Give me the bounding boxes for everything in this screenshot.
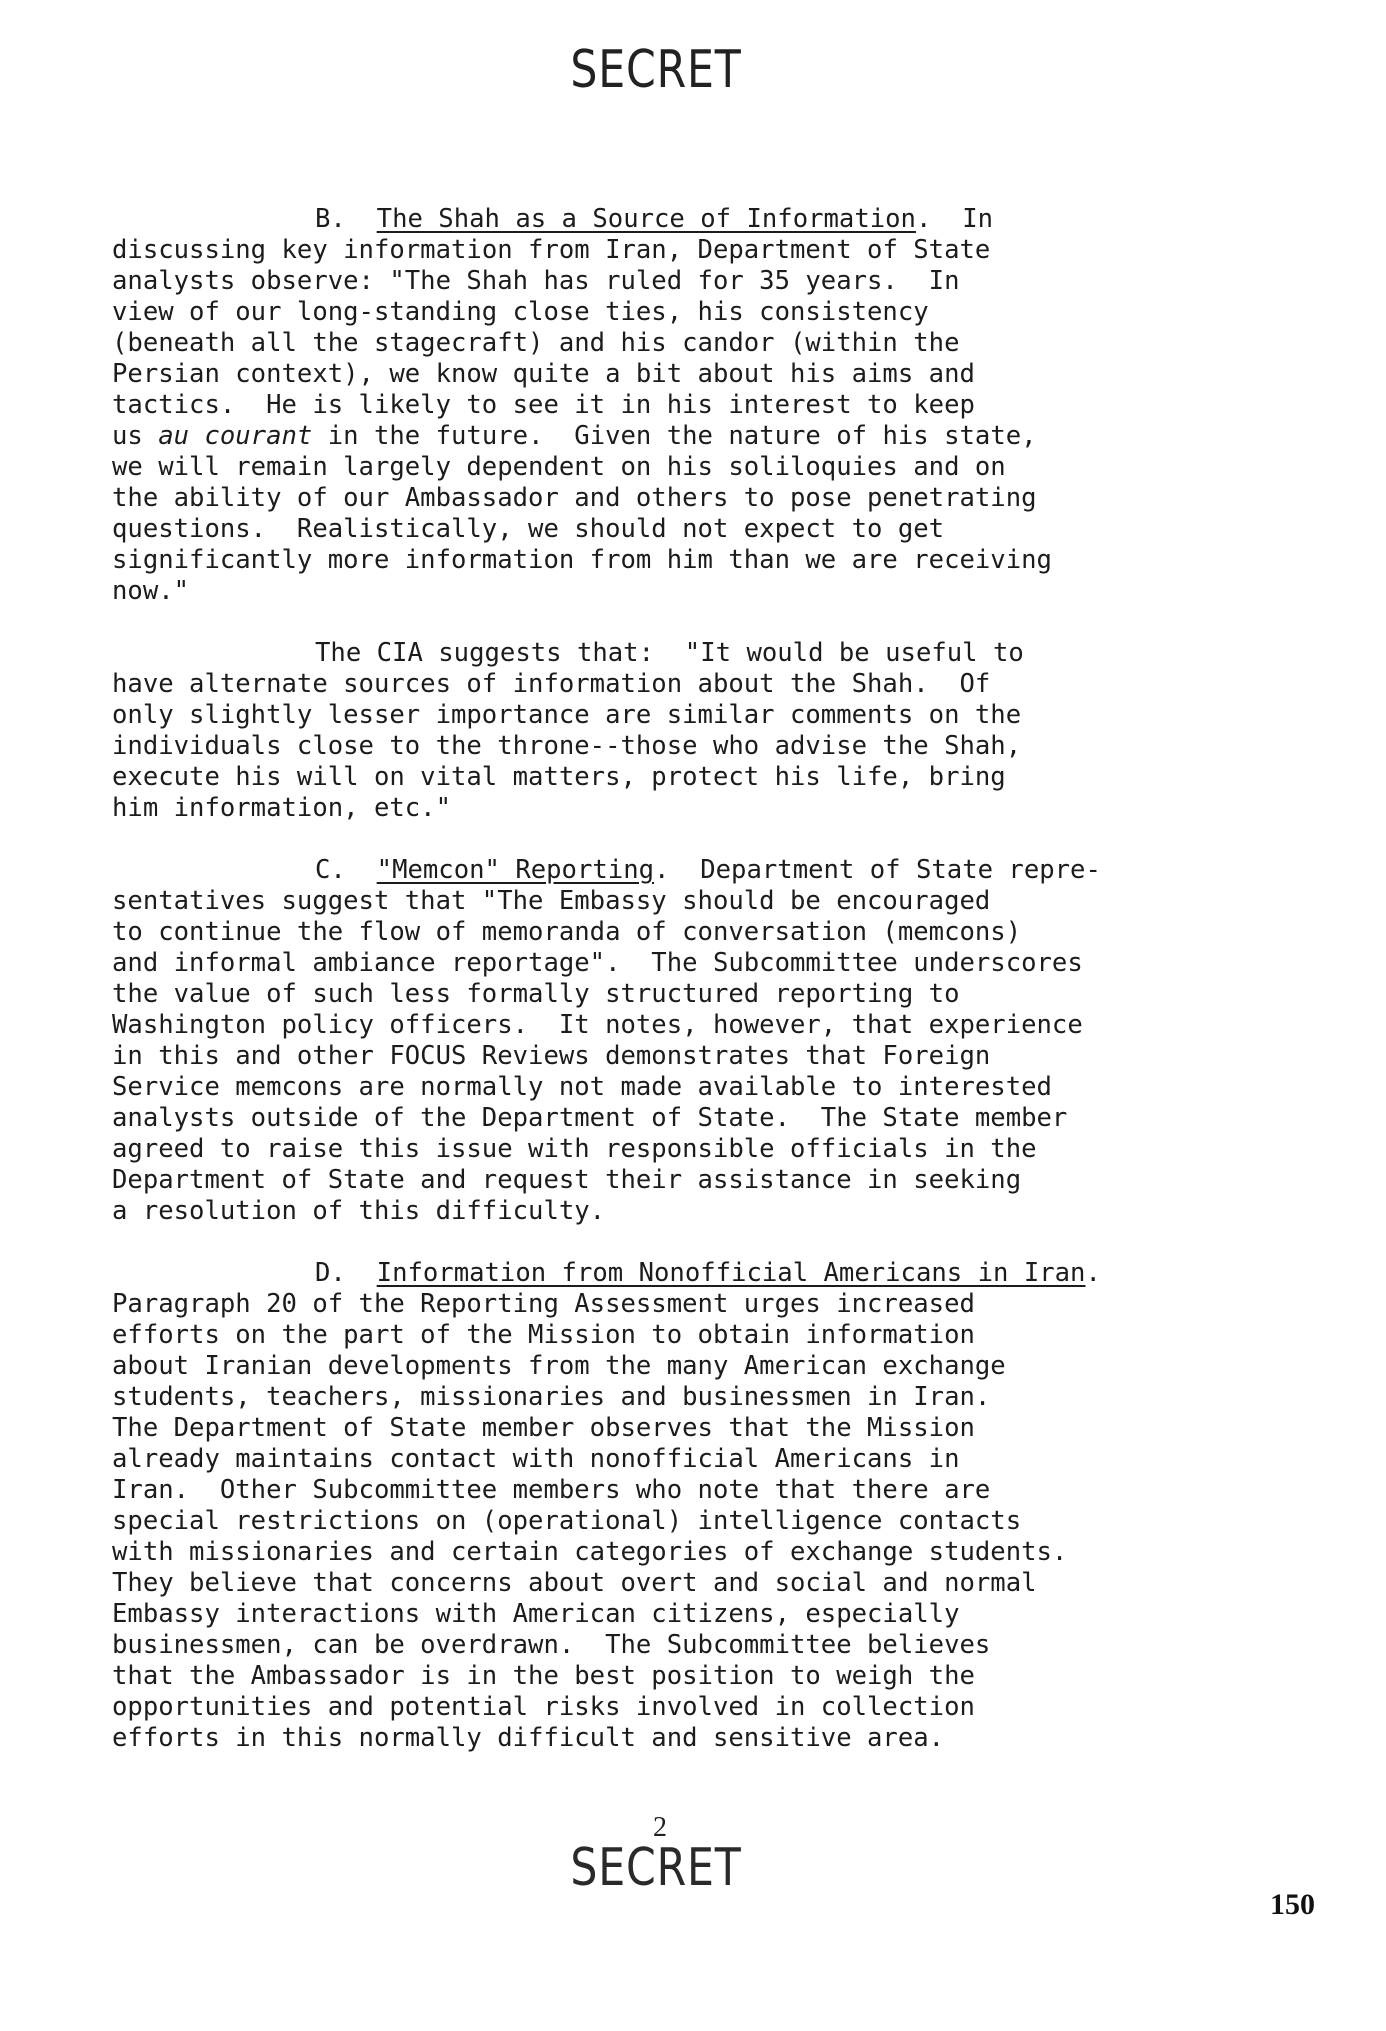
section-b-line: tactics. He is likely to see it in his interest to keep [112, 390, 975, 420]
section-d-line: The Department of State member observes that the Mission [112, 1413, 975, 1443]
section-d-line: special restrictions on (operational) intelligence contacts [112, 1506, 1022, 1536]
section-c-line: agreed to raise this issue with responsible officials in the [112, 1134, 1037, 1164]
section-c-line: in this and other FOCUS Reviews demonstrates that Foreign [112, 1041, 991, 1071]
section-b-line: discussing key information from Iran, Department of State [112, 235, 991, 265]
section-b-letter: B. [315, 204, 346, 234]
section-c-line: analysts outside of the Department of State. The State member [112, 1103, 1068, 1133]
page-number: 2 [653, 1812, 667, 1843]
section-d-heading-tail: . [1085, 1258, 1101, 1288]
section-b-line: the ability of our Ambassador and others to pose penetrating [112, 483, 1037, 513]
section-d-line: opportunities and potential risks involved in collection [112, 1692, 975, 1722]
section-c-heading: "Memcon" Reporting [376, 855, 655, 885]
section-d-heading-line [112, 1258, 1312, 1289]
section-b-line: now." [112, 576, 190, 606]
section-d-line: Iran. Other Subcommittee members who note that there are [112, 1475, 991, 1505]
section-b-heading-tail: . In [915, 204, 994, 234]
section-d-line: students, teachers, missionaries and businessmen in Iran. [112, 1382, 991, 1412]
italic-phrase: au courant [158, 421, 313, 451]
section-c-heading-line [112, 855, 1312, 886]
section-d [112, 1258, 1312, 1754]
section-c-letter: C. [315, 855, 346, 885]
section-c-line: the value of such less formally structured reporting to [112, 979, 960, 1009]
section-d-line: with missionaries and certain categories of exchange students. [112, 1537, 1068, 1567]
classification-header: SECRET [570, 40, 742, 100]
section-c-line: a resolution of this difficulty. [112, 1196, 606, 1226]
section-c-line: Department of State and request their assistance in seeking [112, 1165, 1022, 1195]
section-b-line: view of our long-standing close ties, his consistency [112, 297, 929, 327]
cia-paragraph [112, 638, 1312, 824]
section-d-line: that the Ambassador is in the best position to weigh the [112, 1661, 975, 1691]
section-b-heading-line [112, 204, 1312, 235]
cia-line: have alternate sources of information about the Shah. Of [112, 669, 991, 699]
section-c-line: Service memcons are normally not made available to interested [112, 1072, 1052, 1102]
section-d-line: efforts in this normally difficult and sensitive area. [112, 1723, 945, 1753]
section-b-line: questions. Realistically, we should not expect to get [112, 514, 945, 544]
section-b-line: analysts observe: "The Shah has ruled for 35 years. In [112, 266, 960, 296]
section-c-line: sentatives suggest that "The Embassy should be encouraged [112, 886, 991, 916]
cia-line: individuals close to the throne--those who advise the Shah, [112, 731, 1022, 761]
section-d-line: They believe that concerns about overt and social and normal [112, 1568, 1037, 1598]
section-c-line: and informal ambiance reportage". The Subcommittee underscores [112, 948, 1083, 978]
section-d-line: Embassy interactions with American citizens, especially [112, 1599, 960, 1629]
section-d-line: businessmen, can be overdrawn. The Subcommittee believes [112, 1630, 991, 1660]
section-d-letter: D. [315, 1258, 346, 1288]
section-b-line: we will remain largely dependent on his soliloquies and on [112, 452, 1006, 482]
section-c-heading-tail: . Department of State repre- [654, 855, 1101, 885]
cia-line: him information, etc." [112, 793, 451, 823]
section-c-line: to continue the flow of memoranda of conversation (memcons) [112, 917, 1022, 947]
section-d-heading: Information from Nonofficial Americans in Iran [376, 1258, 1086, 1288]
cia-line: The CIA suggests that: "It would be useful to [315, 638, 1024, 668]
section-b-line: significantly more information from him than we are receiving [112, 545, 1052, 575]
section-c-line: Washington policy officers. It notes, however, that experience [112, 1010, 1083, 1040]
cia-line: execute his will on vital matters, protect his life, bring [112, 762, 1006, 792]
section-b-line: (beneath all the stagecraft) and his candor (within the [112, 328, 960, 358]
section-b-heading: The Shah as a Source of Information [376, 204, 916, 234]
classification-footer: SECRET [570, 1838, 742, 1898]
section-c [112, 855, 1312, 1227]
section-b-line: us au courant in the future. Given the nature of his state, [112, 421, 1037, 451]
cia-line: only slightly lesser importance are similar comments on the [112, 700, 1022, 730]
section-d-line: already maintains contact with nonofficial Americans in [112, 1444, 960, 1474]
document-number: 150 [1270, 1888, 1315, 1921]
section-b-line: Persian context), we know quite a bit about his aims and [112, 359, 975, 389]
document-body [112, 204, 1312, 1785]
section-d-line: efforts on the part of the Mission to obtain information [112, 1320, 975, 1350]
section-d-line: about Iranian developments from the many American exchange [112, 1351, 1006, 1381]
section-d-line: Paragraph 20 of the Reporting Assessment urges increased [112, 1289, 975, 1319]
section-b [112, 204, 1312, 607]
